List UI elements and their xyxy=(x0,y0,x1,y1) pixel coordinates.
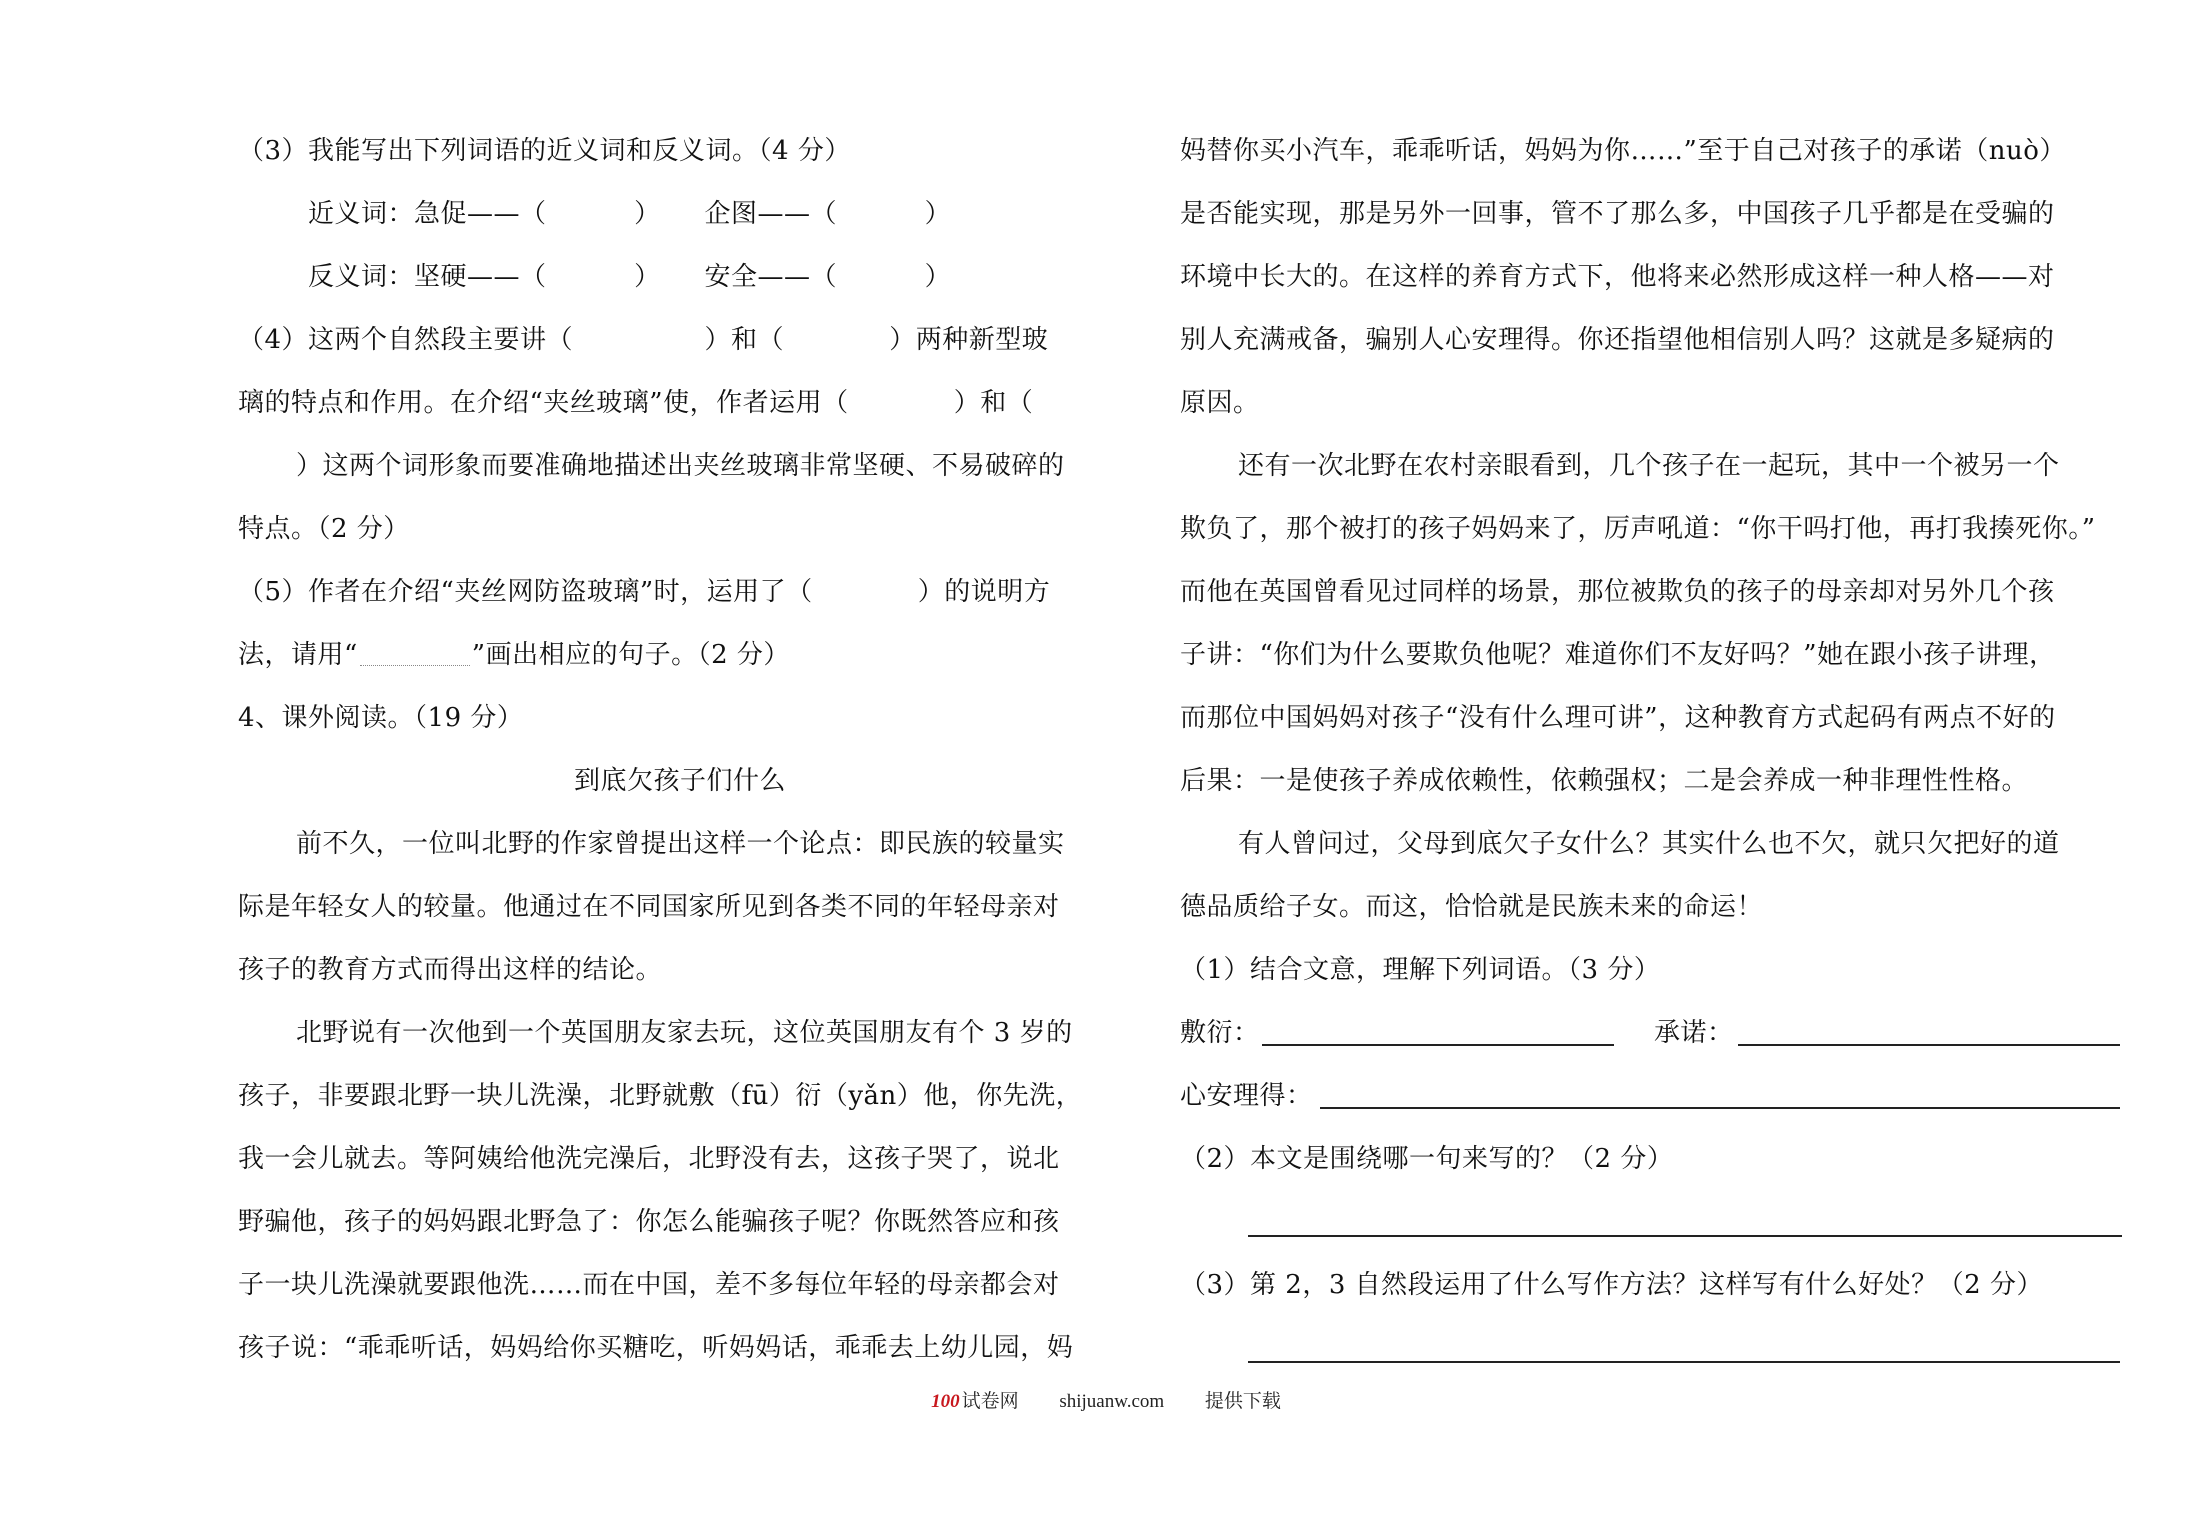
answer-line-xinanlide[interactable] xyxy=(1320,1107,2120,1109)
word-chengnuo-label: 承诺： xyxy=(1654,1018,1734,1048)
q4-line-3: ）这两个词形象而要准确地描述出夹丝玻璃非常坚硬、不易破碎的 xyxy=(296,451,1065,481)
p3-line: 而那位中国妈妈对孩子“没有什么理可讲”，这种教育方式起码有两点不好的 xyxy=(1180,703,2056,733)
article-title: 到底欠孩子们什么 xyxy=(573,766,786,796)
answer-line-q3[interactable] xyxy=(1248,1361,2120,1363)
site-logo-number: 100 xyxy=(931,1391,960,1412)
p4-line: 有人曾问过，父母到底欠子女什么？其实什么也不欠，就只欠把好的道 xyxy=(1238,829,2060,859)
q2-answer-row xyxy=(1180,1191,2110,1254)
p2-line: 我一会儿就去。等阿姨给他洗完澡后，北野没有去，这孩子哭了，说北 xyxy=(238,1144,1060,1174)
p1-line: 孩子的教育方式而得出这样的结论。 xyxy=(238,955,663,985)
word-fuyan-label: 敷衍： xyxy=(1180,1018,1260,1048)
p3-line: 还有一次北野在农村亲眼看到，几个孩子在一起玩，其中一个被另一个 xyxy=(1238,451,2060,481)
p2-cont-line: 妈替你买小汽车，乖乖听话，妈妈为你……”至于自己对孩子的承诺（nuò） xyxy=(1180,136,2066,166)
right-column xyxy=(1180,120,2110,1380)
q4-line-1: （4）这两个自然段主要讲（ ）和（ ）两种新型玻 xyxy=(238,325,1049,355)
q5-line-2 xyxy=(238,624,1122,687)
q4-line-4: 特点。（2 分） xyxy=(238,514,410,544)
word-row-1 xyxy=(1180,1002,2110,1065)
q5-line-1: （5）作者在介绍“夹丝网防盗玻璃”时，运用了（ ）的说明方 xyxy=(238,577,1051,607)
p1-line: 前不久，一位叫北野的作家曾提出这样一个论点：即民族的较量实 xyxy=(296,829,1065,859)
p2-cont-line: 别人充满戒备，骗别人心安理得。你还指望他相信别人吗？这就是多疑病的 xyxy=(1180,325,2055,355)
word-xinanlide-label: 心安理得： xyxy=(1180,1081,1313,1111)
p3-line: 后果：一是使孩子养成依赖性，依赖强权；二是会养成一种非理性性格。 xyxy=(1180,766,2029,796)
word-row-2 xyxy=(1180,1065,2110,1128)
p2-cont-line: 环境中长大的。在这样的养育方式下，他将来必然形成这样一种人格——对 xyxy=(1180,262,2055,292)
section-4-heading: 4、课外阅读。（19 分） xyxy=(238,703,524,733)
synonym-row: 近义词：急促——（ ） 企图——（ ） xyxy=(308,199,952,229)
p1-line: 际是年轻女人的较量。他通过在不同国家所见到各类不同的年轻母亲对 xyxy=(238,892,1060,922)
q3-answer-row xyxy=(1180,1317,2110,1380)
p2-line: 野骗他，孩子的妈妈跟北野急了：你怎么能骗孩子呢？你既然答应和孩 xyxy=(238,1207,1060,1237)
p2-line: 孩子说：“乖乖听话，妈妈给你买糖吃，听妈妈话，乖乖去上幼儿园，妈 xyxy=(238,1333,1074,1363)
antonym-row: 反义词：坚硬——（ ） 安全——（ ） xyxy=(308,262,952,292)
answer-line-q2[interactable] xyxy=(1248,1235,2122,1237)
q3-heading: （3）我能写出下列词语的近义词和反义词。（4 分） xyxy=(238,136,851,166)
site-url[interactable]: shijuanw.com xyxy=(1059,1391,1165,1412)
q5-line-2-end: ”画出相应的句子。（2 分） xyxy=(471,640,790,670)
p2-cont-line: 原因。 xyxy=(1180,388,1260,418)
q2-heading: （2）本文是围绕哪一句来写的？（2 分） xyxy=(1180,1144,1674,1174)
p4-line: 德品质给子女。而这，恰恰就是民族未来的命运！ xyxy=(1180,892,1764,922)
q4-line-2: 璃的特点和作用。在介绍“夹丝玻璃”使，作者运用（ ）和（ xyxy=(238,388,1034,418)
site-logo-text: 试卷网 xyxy=(961,1391,1019,1412)
q1-heading: （1）结合文意，理解下列词语。（3 分） xyxy=(1180,955,1661,985)
p3-line: 而他在英国曾看见过同样的场景，那位被欺负的孩子的母亲却对另外几个孩 xyxy=(1180,577,2055,607)
p2-line: 孩子，非要跟北野一块儿洗澡，北野就敷（fū）衍（yǎn）他，你先洗， xyxy=(238,1081,1083,1111)
q5-line-2-start: 法，请用“ xyxy=(238,640,358,670)
page-footer xyxy=(0,1386,2212,1413)
underline-marker-blank xyxy=(360,647,470,666)
p2-line: 子一块儿洗澡就要跟他洗……而在中国，差不多每位年轻的母亲都会对 xyxy=(238,1270,1060,1300)
answer-line-chengnuo[interactable] xyxy=(1738,1044,2120,1046)
p3-line: 欺负了，那个被打的孩子妈妈来了，厉声吼道：“你干吗打他，再打我揍死你。” xyxy=(1180,514,2096,544)
p2-cont-line: 是否能实现，那是另外一回事，管不了那么多，中国孩子几乎都是在受骗的 xyxy=(1180,199,2055,229)
left-column xyxy=(238,120,1122,1380)
p3-line: 子讲：“你们为什么要欺负他呢？难道你们不友好吗？”她在跟小孩子讲理， xyxy=(1180,640,2056,670)
p2-line: 北野说有一次他到一个英国朋友家去玩，这位英国朋友有个 3 岁的 xyxy=(296,1018,1073,1048)
footer-note: 提供下载 xyxy=(1204,1391,1281,1412)
answer-line-fuyan[interactable] xyxy=(1262,1044,1614,1046)
q3-heading: （3）第 2，3 自然段运用了什么写作方法？这样写有什么好处？（2 分） xyxy=(1180,1270,2043,1300)
